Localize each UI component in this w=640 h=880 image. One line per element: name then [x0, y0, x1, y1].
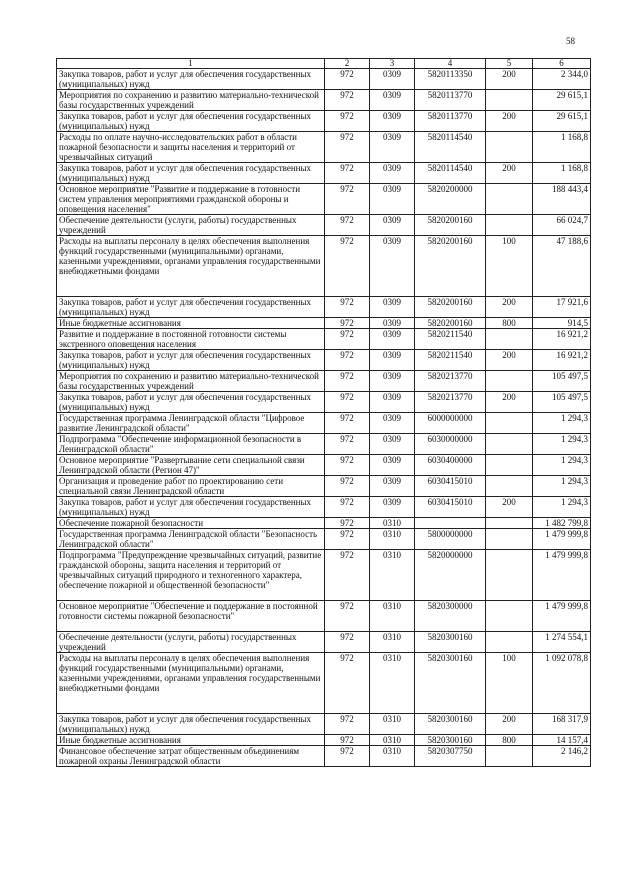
row-section: 0309 — [370, 90, 415, 111]
row-target-item: 5820114540 — [415, 163, 486, 184]
row-section: 0309 — [370, 434, 415, 455]
table-row — [57, 350, 591, 371]
row-ministry: 972 — [325, 69, 370, 90]
row-expense-type — [486, 529, 533, 550]
row-amount: 1 168,8 — [533, 163, 591, 184]
row-name: Подпрограмма "Предупреждение чрезвычайных ситуаций, развитие гражданской обороны, защита населения и территорий от чрезвычайных ситуаций природного и техногенного характера, обеспечение пожарной и общественной безопасности" — [57, 550, 325, 601]
row-ministry: 972 — [325, 632, 370, 653]
row-name: Финансовое обеспечение затрат общественным объединениям пожарной охраны Ленинградской области — [57, 746, 325, 767]
row-section: 0310 — [370, 653, 415, 714]
row-amount: 1 092 078,8 — [533, 653, 591, 714]
table-row — [57, 413, 591, 434]
table-row — [57, 550, 591, 601]
row-expense-type — [486, 434, 533, 455]
row-target-item: 6000000000 — [415, 413, 486, 434]
row-expense-type — [486, 455, 533, 476]
row-target-item: 6030415010 — [415, 476, 486, 497]
row-amount: 168 317,9 — [533, 714, 591, 735]
row-name: Закупка товаров, работ и услуг для обеспечения государственных (муниципальных) нужд — [57, 163, 325, 184]
row-name: Государственная программа Ленинградской области "Цифровое развитие Ленинградской области" — [57, 413, 325, 434]
row-name: Мероприятия по сохранению и развитию материально-технической базы государственных учреждений — [57, 371, 325, 392]
row-ministry: 972 — [325, 455, 370, 476]
row-amount: 16 921,2 — [533, 350, 591, 371]
row-expense-type: 200 — [486, 392, 533, 413]
table-row — [57, 69, 591, 90]
row-target-item: 6030415010 — [415, 497, 486, 518]
row-ministry: 972 — [325, 497, 370, 518]
table-row — [57, 476, 591, 497]
row-ministry: 972 — [325, 297, 370, 318]
row-target-item: 5820113350 — [415, 69, 486, 90]
row-name: Подпрограмма "Обеспечение информационной безопасности в Ленинградской области" — [57, 434, 325, 455]
row-name: Закупка товаров, работ и услуг для обеспечения государственных (муниципальных) нужд — [57, 497, 325, 518]
row-expense-type — [486, 184, 533, 215]
row-amount: 1 294,3 — [533, 497, 591, 518]
row-ministry: 972 — [325, 735, 370, 746]
row-section: 0309 — [370, 132, 415, 163]
row-name: Иные бюджетные ассигнования — [57, 318, 325, 329]
row-amount: 29 615,1 — [533, 90, 591, 111]
row-name: Обеспечение пожарной безопасности — [57, 518, 325, 529]
row-ministry: 972 — [325, 413, 370, 434]
row-expense-type — [486, 90, 533, 111]
table-row — [57, 111, 591, 132]
row-target-item: 5820213770 — [415, 392, 486, 413]
row-ministry: 972 — [325, 714, 370, 735]
row-amount: 1 479 999,8 — [533, 601, 591, 632]
row-ministry: 972 — [325, 132, 370, 163]
row-ministry: 972 — [325, 236, 370, 297]
row-section: 0309 — [370, 318, 415, 329]
row-target-item: 5820200160 — [415, 297, 486, 318]
row-target-item: 5820113770 — [415, 90, 486, 111]
row-amount: 914,5 — [533, 318, 591, 329]
row-ministry: 972 — [325, 371, 370, 392]
row-expense-type: 100 — [486, 236, 533, 297]
row-section: 0309 — [370, 69, 415, 90]
row-name: Закупка товаров, работ и услуг для обеспечения государственных (муниципальных) нужд — [57, 350, 325, 371]
row-expense-type: 200 — [486, 714, 533, 735]
row-target-item: 5820213770 — [415, 371, 486, 392]
row-amount: 16 921,2 — [533, 329, 591, 350]
row-ministry: 972 — [325, 215, 370, 236]
row-expense-type — [486, 632, 533, 653]
row-amount: 1 479 999,8 — [533, 529, 591, 550]
row-target-item: 5820300160 — [415, 714, 486, 735]
row-ministry: 972 — [325, 392, 370, 413]
row-name: Обеспечение деятельности (услуги, работы) государственных учреждений — [57, 215, 325, 236]
row-name: Закупка товаров, работ и услуг для обеспечения государственных (муниципальных) нужд — [57, 392, 325, 413]
row-section: 0309 — [370, 455, 415, 476]
row-amount: 1 274 554,1 — [533, 632, 591, 653]
row-ministry: 972 — [325, 601, 370, 632]
row-section: 0309 — [370, 236, 415, 297]
row-section: 0310 — [370, 632, 415, 653]
row-name: Закупка товаров, работ и услуг для обеспечения государственных (муниципальных) нужд — [57, 714, 325, 735]
table-row — [57, 518, 591, 529]
row-target-item: 5820300160 — [415, 735, 486, 746]
row-ministry: 972 — [325, 529, 370, 550]
row-target-item: 5820211540 — [415, 350, 486, 371]
row-target-item: 5820200160 — [415, 318, 486, 329]
table-row — [57, 163, 591, 184]
header-row — [57, 59, 591, 69]
row-name: Иные бюджетные ассигнования — [57, 735, 325, 746]
table-row — [57, 371, 591, 392]
row-amount: 1 479 999,8 — [533, 550, 591, 601]
row-name: Закупка товаров, работ и услуг для обеспечения государственных (муниципальных) нужд — [57, 297, 325, 318]
row-expense-type: 800 — [486, 318, 533, 329]
row-amount: 1 294,3 — [533, 434, 591, 455]
row-ministry: 972 — [325, 476, 370, 497]
row-expense-type — [486, 371, 533, 392]
table-row — [57, 653, 591, 714]
row-amount: 66 024,7 — [533, 215, 591, 236]
row-target-item: 5820000000 — [415, 550, 486, 601]
row-section: 0310 — [370, 601, 415, 632]
row-expense-type: 200 — [486, 69, 533, 90]
row-section: 0309 — [370, 476, 415, 497]
column-header: 1 — [57, 59, 325, 69]
table-row — [57, 746, 591, 767]
row-ministry: 972 — [325, 350, 370, 371]
row-ministry: 972 — [325, 518, 370, 529]
row-amount: 29 615,1 — [533, 111, 591, 132]
row-expense-type: 100 — [486, 653, 533, 714]
row-section: 0309 — [370, 163, 415, 184]
row-name: Мероприятия по сохранению и развитию материально-технической базы государственных учреждений — [57, 90, 325, 111]
row-amount: 105 497,5 — [533, 371, 591, 392]
row-expense-type: 200 — [486, 350, 533, 371]
row-name: Развитие и поддержание в постоянной готовности системы экстренного оповещения населения — [57, 329, 325, 350]
row-expense-type — [486, 132, 533, 163]
row-amount: 17 921,6 — [533, 297, 591, 318]
row-section: 0309 — [370, 497, 415, 518]
row-amount: 14 157,4 — [533, 735, 591, 746]
row-expense-type — [486, 518, 533, 529]
row-amount: 105 497,5 — [533, 392, 591, 413]
page-number: 58 — [566, 36, 575, 46]
row-name: Обеспечение деятельности (услуги, работы) государственных учреждений — [57, 632, 325, 653]
row-ministry: 972 — [325, 163, 370, 184]
row-expense-type — [486, 746, 533, 767]
row-expense-type — [486, 215, 533, 236]
row-section: 0309 — [370, 215, 415, 236]
row-ministry: 972 — [325, 329, 370, 350]
row-name: Закупка товаров, работ и услуг для обеспечения государственных (муниципальных) нужд — [57, 69, 325, 90]
table-row — [57, 236, 591, 297]
row-ministry: 972 — [325, 550, 370, 601]
row-amount: 2 146,2 — [533, 746, 591, 767]
row-target-item: 5820300000 — [415, 601, 486, 632]
row-target-item: 5820307750 — [415, 746, 486, 767]
row-amount: 1 294,3 — [533, 455, 591, 476]
table-row — [57, 184, 591, 215]
row-section: 0310 — [370, 529, 415, 550]
row-target-item: 5820113770 — [415, 111, 486, 132]
row-expense-type — [486, 329, 533, 350]
table-row — [57, 601, 591, 632]
row-name: Государственная программа Ленинградской области "Безопасность Ленинградской области" — [57, 529, 325, 550]
row-name: Расходы по оплате научно-исследовательских работ в области пожарной безопасности и защиты населения и территорий от чрезвычайных ситуаций — [57, 132, 325, 163]
table-row — [57, 529, 591, 550]
row-ministry: 972 — [325, 111, 370, 132]
row-section: 0309 — [370, 184, 415, 215]
row-ministry: 972 — [325, 653, 370, 714]
budget-table — [56, 58, 591, 767]
column-header: 6 — [533, 59, 591, 69]
row-section: 0309 — [370, 329, 415, 350]
row-expense-type: 200 — [486, 111, 533, 132]
row-expense-type — [486, 476, 533, 497]
row-section: 0310 — [370, 746, 415, 767]
table-row — [57, 215, 591, 236]
row-name: Расходы на выплаты персоналу в целях обеспечения выполнения функций государственными (муниципальными) органами, казенными учреждениями, органами управления государственными внебюджетными фондами — [57, 236, 325, 297]
row-target-item: 5820200160 — [415, 236, 486, 297]
table-row — [57, 497, 591, 518]
table-row — [57, 434, 591, 455]
row-amount: 1 168,8 — [533, 132, 591, 163]
row-amount: 47 188,6 — [533, 236, 591, 297]
row-target-item: 5820300160 — [415, 632, 486, 653]
table-row — [57, 90, 591, 111]
table-body — [57, 69, 591, 767]
row-section: 0310 — [370, 735, 415, 746]
row-section: 0309 — [370, 350, 415, 371]
row-amount: 1 294,3 — [533, 413, 591, 434]
row-target-item: 5800000000 — [415, 529, 486, 550]
row-section: 0310 — [370, 518, 415, 529]
row-expense-type: 200 — [486, 163, 533, 184]
row-target-item: 6030000000 — [415, 434, 486, 455]
row-target-item: 5820114540 — [415, 132, 486, 163]
row-name: Расходы на выплаты персоналу в целях обеспечения выполнения функций государственными (муниципальными) органами, казенными учреждениями, органами управления государственными внебюджетными фондами — [57, 653, 325, 714]
row-expense-type — [486, 413, 533, 434]
row-expense-type: 200 — [486, 297, 533, 318]
row-name: Основное мероприятие "Развитие и поддержание в готовности систем управления мероприятиями гражданской обороны и оповещения населения" — [57, 184, 325, 215]
row-target-item: 5820300160 — [415, 653, 486, 714]
row-ministry: 972 — [325, 746, 370, 767]
row-target-item: 5820200160 — [415, 215, 486, 236]
row-amount: 1 294,3 — [533, 476, 591, 497]
row-name: Основное мероприятие "Развертывание сети специальной связи Ленинградской области (Регион 47)" — [57, 455, 325, 476]
row-ministry: 972 — [325, 434, 370, 455]
row-name: Основное мероприятие "Обеспечение и поддержание в постоянной готовности системы пожарной безопасности" — [57, 601, 325, 632]
column-header: 3 — [370, 59, 415, 69]
table-row — [57, 714, 591, 735]
row-section: 0309 — [370, 392, 415, 413]
row-ministry: 972 — [325, 184, 370, 215]
column-header: 5 — [486, 59, 533, 69]
row-amount: 188 443,4 — [533, 184, 591, 215]
column-header: 2 — [325, 59, 370, 69]
row-target-item: 6030400000 — [415, 455, 486, 476]
row-amount: 1 482 799,8 — [533, 518, 591, 529]
row-target-item: 5820200000 — [415, 184, 486, 215]
row-name: Организация и проведение работ по проектированию сети специальной связи Ленинградской области — [57, 476, 325, 497]
table-row — [57, 735, 591, 746]
table-row — [57, 318, 591, 329]
row-ministry: 972 — [325, 318, 370, 329]
table-row — [57, 297, 591, 318]
row-section: 0310 — [370, 714, 415, 735]
row-ministry: 972 — [325, 90, 370, 111]
row-section: 0309 — [370, 413, 415, 434]
row-expense-type — [486, 550, 533, 601]
row-section: 0310 — [370, 550, 415, 601]
row-section: 0309 — [370, 111, 415, 132]
row-target-item: 5820211540 — [415, 329, 486, 350]
table-row — [57, 329, 591, 350]
table-row — [57, 455, 591, 476]
row-name: Закупка товаров, работ и услуг для обеспечения государственных (муниципальных) нужд — [57, 111, 325, 132]
row-expense-type: 800 — [486, 735, 533, 746]
table-row — [57, 392, 591, 413]
table-row — [57, 132, 591, 163]
row-section: 0309 — [370, 371, 415, 392]
row-expense-type — [486, 601, 533, 632]
table-row — [57, 632, 591, 653]
row-amount: 2 344,0 — [533, 69, 591, 90]
row-target-item — [415, 518, 486, 529]
row-expense-type: 200 — [486, 497, 533, 518]
column-header: 4 — [415, 59, 486, 69]
row-section: 0309 — [370, 297, 415, 318]
